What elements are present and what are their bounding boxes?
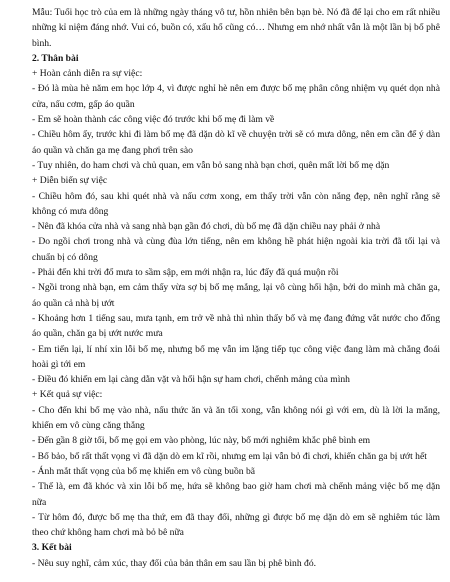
list-item: - Ánh mắt thất vọng của bố mẹ khiến em vô cùng buồn bã bbox=[32, 465, 256, 477]
list-item: - Từ hôm đó, được bố mẹ tha thứ, em đã thay đổi, những gì được bố mẹ dặn dò em sẽ nghiêm túc làm theo chứ không ham chơi mà bỏ bê nữa bbox=[32, 511, 440, 539]
list-item: - Em sẽ hoàn thành các công việc đó trước khi bố mẹ đi làm về bbox=[32, 114, 275, 126]
list-item: - Đó là mùa hè năm em học lớp 4, vì được nghỉ hè nên em được bố mẹ phân công nhiệm vụ quét dọn nhà cửa, nấu cơm, gấp áo quần bbox=[32, 83, 440, 110]
list-item: - Bố bảo, bố rất thất vọng vì đã dặn dò em kĩ rồi, nhưng em lại vẫn bỏ đi chơi, khiến chăn ga bị ướt hết bbox=[32, 450, 427, 462]
list-item: - Nên đã khóa cửa nhà và sang nhà bạn gần đó chơi, dù bố mẹ đã dặn chiều nay phải ở nhà bbox=[32, 221, 381, 233]
list-item: - Phải đến khi trời đổ mưa to sầm sập, em mới nhận ra, lúc đấy đã quá muộn rồi bbox=[32, 267, 339, 279]
section-heading-conclusion: 3. Kết bài bbox=[32, 542, 72, 554]
list-item: - Em tiến lại, lí nhí xin lỗi bố mẹ, nhưng bố mẹ vẫn im lặng tiếp tục công việc đang làm mà chẳng đoái hoài gì tới em bbox=[32, 343, 440, 370]
list-item: - Cho đến khi bố mẹ vào nhà, nấu thức ăn và ăn tối xong, vẫn không nói gì với em, dù là lời la mắng, khiến em vô cùng căng thẳng bbox=[32, 404, 440, 432]
list-item: - Nêu suy nghĩ, cảm xúc, thay đổi của bản thân em sau lần bị phê bình đó. bbox=[32, 557, 317, 569]
list-item: - Ngồi trong nhà bạn, em cảm thấy vừa sợ bị bố mẹ mắng, lại vô cùng hối hận, bởi do mình mà chăn ga, áo quần cả nhà bị ướt bbox=[32, 282, 440, 309]
subheading-circumstance: + Hoàn cảnh diễn ra sự việc: bbox=[32, 68, 143, 80]
section-heading-body: 2. Thân bài bbox=[32, 52, 79, 64]
list-item: - Đến gần 8 giờ tối, bố mẹ gọi em vào phòng, lúc này, bố mới nghiêm khắc phê bình em bbox=[32, 435, 371, 447]
subheading-development: + Diễn biến sự việc bbox=[32, 175, 108, 187]
list-item: - Chiều hôm ấy, trước khi đi làm bố mẹ đã dặn dò kĩ về chuyện trời sẽ có mưa dông, nên em cần để ý dàn áo quần và chăn ga mẹ đang phơi trên sào bbox=[32, 129, 440, 156]
list-item: - Khoảng hơn 1 tiếng sau, mưa tạnh, em trở về nhà thì nhìn thấy bố và mẹ đang đứng vắt nước cho đống áo quần, chăn ga bị ướt nước mưa bbox=[32, 312, 440, 340]
list-item: - Do ngồi chơi trong nhà và cùng đùa lớn tiếng, nên em không hề phát hiện ngoài kia trời đã tối lại và chuẩn bị có dông bbox=[32, 236, 440, 263]
list-item: - Tuy nhiên, do ham chơi và chủ quan, em vẫn bỏ sang nhà bạn chơi, quên mất lời bố mẹ dặn bbox=[32, 159, 390, 171]
intro-paragraph: Mẫu: Tuổi học trò của em là những ngày tháng vô tư, hồn nhiên bên bạn bè. Nó đã để lại cho em rất nhiều những kỉ niệm đáng nhớ. Vui có, buồn có, xấu hổ cũng có… Nhưng em nhớ nhất vẫn là một lần bị bố phê bình. bbox=[32, 7, 440, 49]
list-item: - Điều đó khiến em lại càng dằn vặt và hối hận sự ham chơi, chểnh mảng của mình bbox=[32, 374, 350, 386]
subheading-result: + Kết quả sự việc: bbox=[32, 389, 103, 401]
list-item: - Thế là, em đã khóc và xin lỗi bố mẹ, hứa sẽ không bao giờ ham chơi mà chểnh mảng việc bố mẹ dặn nữa bbox=[32, 481, 440, 508]
list-item: - Chiều hôm đó, sau khi quét nhà và nấu cơm xong, em thấy trời vẫn còn nắng đẹp, nên nghĩ rằng sẽ không có mưa dông bbox=[32, 190, 440, 217]
